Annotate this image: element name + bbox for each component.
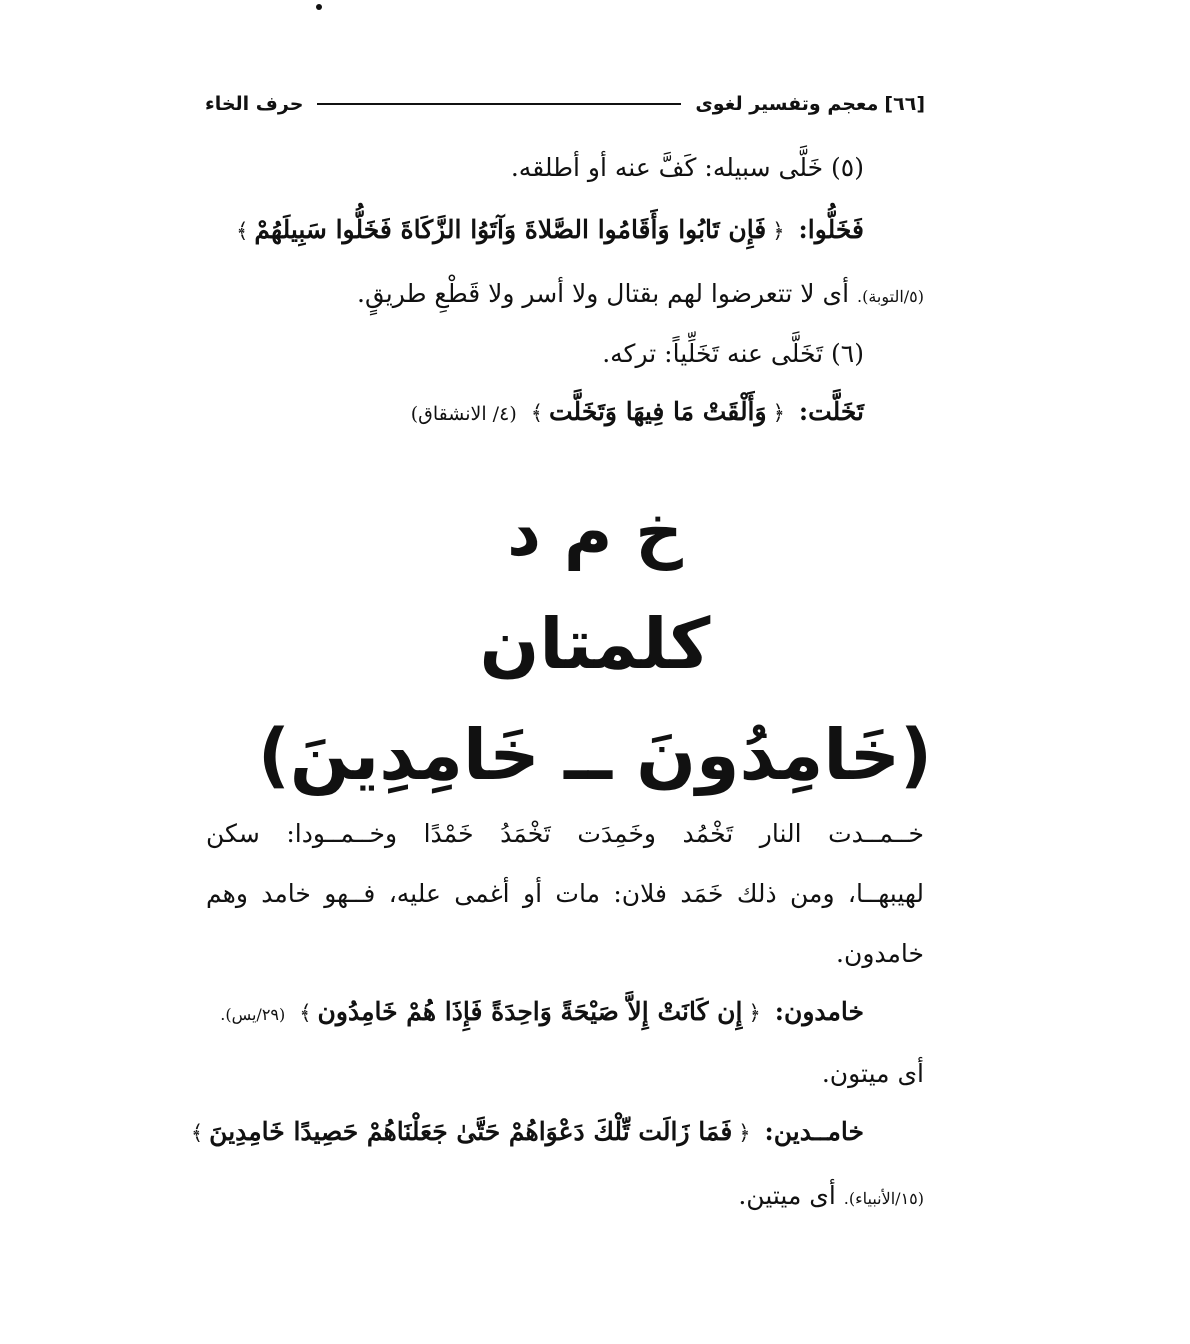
quran-citation-line — [411, 396, 864, 430]
headword: فَخَلُّوا: — [798, 215, 864, 244]
running-header — [205, 84, 925, 124]
book-title: معجم وتفسير لغوى — [695, 93, 879, 115]
words-heading: (خَامِدُونَ ــ خَامِدِينَ) — [257, 714, 933, 796]
ornate-bracket-close: ﴾ — [530, 401, 543, 425]
verse-reference: (٥/التوبة). — [856, 287, 924, 306]
quran-verse: إِن كَانَتْ إِلاَّ صَيْحَةً وَاحِدَةً فَإِذَا هُمْ خَامِدُون — [317, 997, 743, 1026]
entry-number: (٦) — [831, 339, 864, 368]
headword: تَخَلَّت: — [798, 397, 864, 426]
entry-number: (٥) — [831, 153, 864, 182]
entry-line-5 — [511, 152, 864, 184]
definition-paragraph-line: خامدون. — [836, 939, 924, 968]
ornate-bracket-open: ﴿ — [748, 1001, 761, 1025]
definition-paragraph-line: لهيبهــا، ومن ذلك خَمَد فلان: مات أو أغمى عليه، فــهو خامد وهم — [206, 879, 924, 908]
quran-verse: فَإِن تَابُوا وَأَقَامُوا الصَّلاةَ وَآتَوُا الزَّكَاةَ فَخَلُّوا سَبِيلَهُمْ — [254, 215, 767, 244]
headword: خامــدين: — [764, 1117, 864, 1146]
entry-text: تَخَلَّى عنه تَخَلِّياً: تركه. — [602, 339, 824, 368]
quran-citation-line — [220, 996, 864, 1031]
ornate-bracket-open: ﴿ — [738, 1121, 751, 1145]
meaning-line — [738, 1180, 924, 1215]
page-number: [٦٦] — [884, 93, 925, 115]
entry-text: خَلَّى سبيله: كَفَّ عنه أو أطلقه. — [510, 153, 824, 182]
section-title: حرف الخاء — [205, 93, 304, 115]
explanation-line — [357, 278, 924, 313]
explanation-text: أى لا تتعرضوا لهم بقتال ولا أسر ولا قَطْعِ طريقٍ. — [357, 279, 850, 308]
meaning-line: أى ميتون. — [821, 1059, 924, 1088]
quran-verse: وَأَلْقَتْ مَا فِيهَا وَتَخَلَّت — [549, 397, 767, 426]
root-heading: خ م د — [507, 494, 683, 571]
header-rule — [317, 103, 681, 105]
ornate-bracket-close: ﴾ — [190, 1121, 204, 1145]
quran-citation-line — [185, 1116, 864, 1149]
entry-line-6 — [602, 338, 864, 370]
quran-citation-line — [230, 214, 864, 247]
headword: خامدون: — [774, 997, 864, 1026]
definition-paragraph-line: خــمــدت النار تَخْمُد وخَمِدَت تَخْمَدُ خَمْدًا وخــمــودا: سكن — [206, 819, 924, 848]
verse-reference: (٢٩/يس). — [220, 1005, 286, 1024]
quran-verse: فَمَا زَالَت تِّلْكَ دَعْوَاهُمْ حَتَّىٰ جَعَلْنَاهُمْ حَصِيدًا خَامِدِينَ — [209, 1117, 733, 1146]
word-count-heading: كلمتان — [479, 603, 711, 685]
ornate-bracket-close: ﴾ — [299, 1001, 312, 1025]
ornate-bracket-open: ﴿ — [772, 401, 785, 425]
verse-reference: (١٥/الأنبياء). — [843, 1189, 924, 1208]
ornate-bracket-open: ﴿ — [772, 219, 785, 243]
meaning-text: أى ميتين. — [738, 1181, 836, 1210]
verse-reference: (٤/ الانشقاق) — [410, 403, 517, 425]
ornate-bracket-close: ﴾ — [236, 219, 249, 243]
ink-speck — [316, 4, 322, 10]
